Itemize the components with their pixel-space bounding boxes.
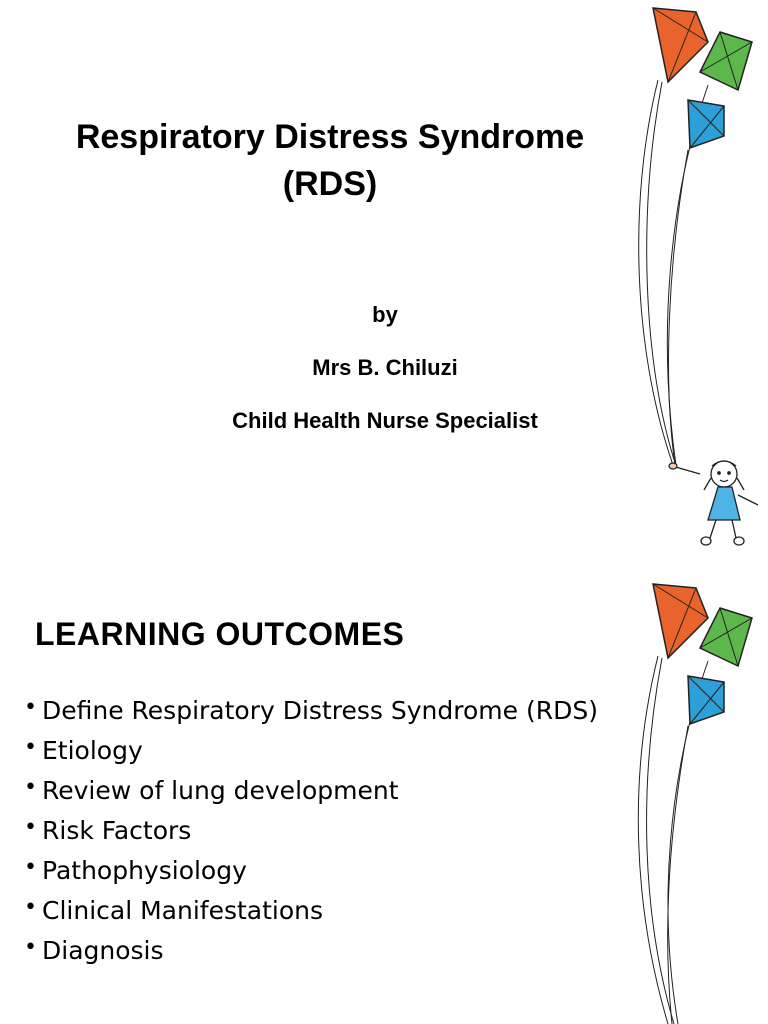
bullet-icon: •: [24, 735, 37, 760]
bullet-icon: •: [24, 775, 37, 800]
list-item: [24, 934, 604, 967]
list-item: [24, 694, 604, 727]
bullet-icon: •: [24, 935, 37, 960]
bullet-icon: •: [24, 815, 37, 840]
outcome-text: Etiology: [42, 736, 143, 765]
outcomes-list: [24, 694, 604, 974]
outcome-text: Pathophysiology: [42, 856, 247, 885]
outcome-text: Define Respiratory Distress Syndrome (RDS): [42, 696, 598, 725]
author-role: Child Health Nurse Specialist: [232, 408, 538, 433]
blue-kite-icon: [688, 676, 724, 724]
list-item: [24, 734, 604, 767]
author-name: Mrs B. Chiluzi: [312, 355, 458, 380]
list-item: [24, 854, 604, 887]
list-item: [24, 894, 604, 927]
by-label: by: [372, 302, 398, 327]
outcome-text: Review of lung development: [42, 776, 399, 805]
slide-title: Respiratory Distress Syndrome (RDS): [75, 118, 585, 203]
kite-illustration: [628, 576, 768, 1024]
outcome-text: Clinical Manifestations: [42, 896, 324, 925]
girl-figure-icon: [669, 461, 758, 545]
bullet-icon: •: [24, 695, 37, 720]
outcome-text: Risk Factors: [42, 816, 192, 845]
bullet-icon: •: [24, 895, 37, 920]
blue-kite-icon: [688, 100, 724, 148]
outcomes-heading: LEARNING OUTCOMES: [35, 616, 405, 652]
outcomes-slide: [0, 576, 768, 1024]
bullet-icon: •: [24, 855, 37, 880]
list-item: [24, 814, 604, 847]
girl-with-kites-illustration: [628, 0, 768, 576]
outcome-text: Diagnosis: [42, 936, 164, 965]
list-item: [24, 774, 604, 807]
